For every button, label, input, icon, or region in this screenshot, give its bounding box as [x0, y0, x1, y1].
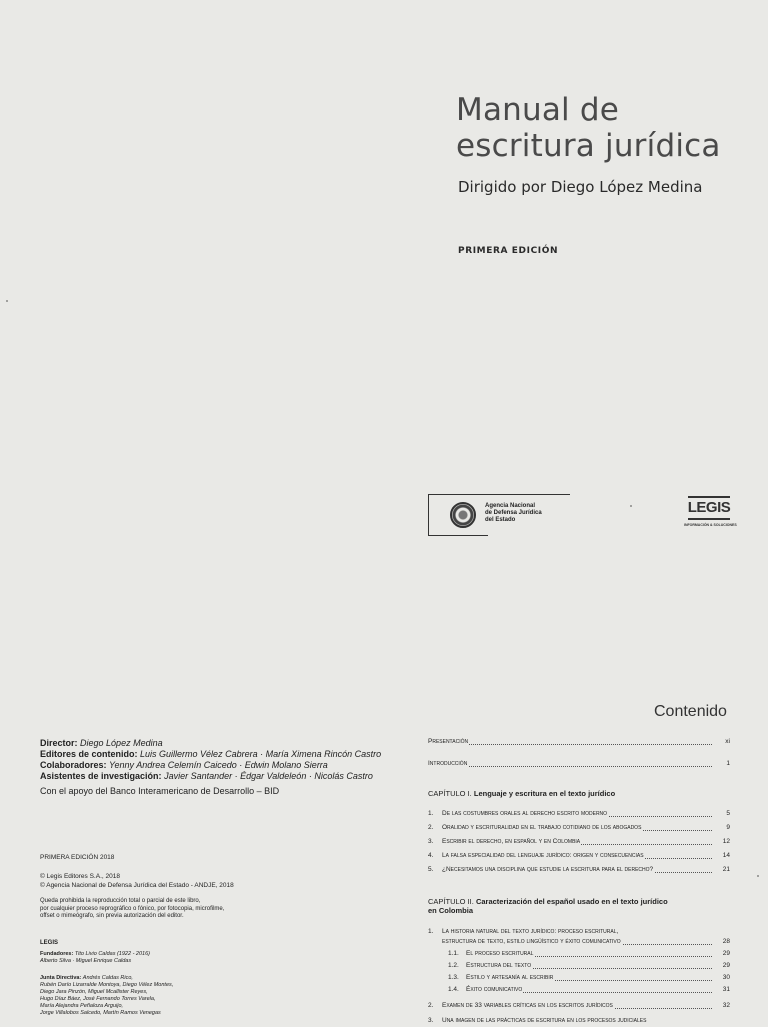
toc-subentry: 1.3. Estilo y artesanía al escribir 30 — [448, 974, 730, 981]
board-line-4: Hugo Díaz Báez, José Fernando Torres Varela, — [40, 996, 156, 1002]
legal-line-3: offset o mimeógrafo, sin previa autorización del editor. — [40, 913, 184, 919]
copyright-line-2: © Agencia Nacional de Defensa Jurídica del Estado - ANDJE, 2018 — [40, 882, 234, 889]
book-title-line-1: Manual de — [456, 92, 620, 128]
board-line-2: Rubén Darío Lizarralde Montoya, Diego Vélez Montes, — [40, 982, 174, 988]
colombia-seal-icon — [450, 502, 476, 528]
credits-block — [40, 738, 380, 782]
toc-entry-label: Presentación — [428, 738, 469, 745]
board-of-directors — [40, 975, 173, 1017]
toc-entry: 2. Examen de 33 variables críticas en los escritos jurídicos 32 — [428, 1002, 730, 1009]
legis-logo — [684, 494, 737, 534]
founders-line-1: Fundadores: Tito Livio Caldas (1922 - 2016) — [40, 951, 151, 957]
legal-notice — [40, 898, 224, 921]
founders-line-2: Alberto Silva · Miguel Enrique Caldas — [40, 958, 132, 964]
andje-text-line-3: del Estado — [485, 517, 516, 523]
toc-entry-introduccion — [428, 760, 740, 770]
toc-entry: 3. Una imagen de las prácticas de escritura en los procesos judiciales — [428, 1017, 647, 1024]
edition-label: PRIMERA EDICIÓN — [458, 246, 559, 256]
andje-text-line-1: Agencia Nacional — [485, 503, 536, 509]
book-subtitle: Dirigido por Diego López Medina — [458, 178, 703, 196]
legis-logo-bar — [688, 518, 730, 520]
toc-entry: 2. Oralidad y escrituralidad en el trabajo cotidiano de los abogados 9 — [428, 824, 730, 831]
support-note: Con el apoyo del Banco Interamericano de Desarrollo – BID — [40, 786, 280, 796]
toc-subentry: 1.4. Éxito comunicativo 31 — [448, 986, 730, 993]
credits-assistants: Asistentes de investigación: Javier Santander · Édgar Valdeleón · Nicolás Castro — [40, 771, 373, 781]
andje-text-line-2: de Defensa Jurídica — [485, 510, 542, 516]
toc-subentry: 1.2. Estructura del texto 29 — [448, 962, 730, 969]
toc-entry-presentacion — [428, 738, 740, 748]
toc-entry-page: xi — [712, 738, 730, 745]
toc-entry: 1. La historia natural del texto jurídico: proceso escritural, — [428, 928, 619, 935]
toc-entry: estructura de texto, estilo lingüístico y éxito comunicativo 28 — [442, 938, 730, 945]
toc-heading: Contenido — [654, 703, 727, 720]
toc-entry: 1. De las costumbres orales al derecho escrito moderno 5 — [428, 810, 730, 817]
legal-line-1: Queda prohibida la reproducción total o parcial de este libro, — [40, 898, 201, 904]
book-title — [456, 92, 721, 164]
board-line-5: María Alejandra Peñaloza Arguijo, — [40, 1003, 124, 1009]
andje-logo — [428, 494, 570, 536]
toc-chapter-2: CAPÍTULO II. Caracterización del español usado en el texto jurídico en Colombia — [428, 897, 668, 915]
book-title-line-2: escritura jurídica — [456, 128, 721, 164]
scan-speck — [6, 300, 8, 302]
publisher-label: LEGIS — [40, 940, 59, 946]
toc-subentry: 1.1. El proceso escritural 29 — [448, 950, 730, 957]
toc-entry: 3. Escribir el derecho, en español y en Colombia 12 — [428, 838, 730, 845]
credits-editors: Editores de contenido: Luis Guillermo Vélez Cabrera · María Ximena Rincón Castro — [40, 749, 382, 759]
andje-logo-text — [485, 503, 542, 524]
credits-director: Director: Diego López Medina — [40, 738, 163, 748]
toc-entry-label: Introducción — [428, 760, 468, 767]
copyright-notice — [40, 872, 234, 890]
credits-collaborators: Colaboradores: Yenny Andrea Celemín Caicedo · Edwin Molano Sierra — [40, 760, 328, 770]
copyright-line-1: © Legis Editores S.A., 2018 — [40, 873, 120, 880]
toc-entry: 5. ¿Necesitamos una disciplina que estudie la escritura para el derecho? 21 — [428, 866, 730, 873]
legis-logo-tagline: INFORMACIÓN & SOLUCIONES — [684, 523, 737, 527]
founders — [40, 951, 150, 965]
first-edition-year: PRIMERA EDICIÓN 2018 — [40, 854, 115, 861]
legis-logo-word: LEGIS — [687, 499, 731, 516]
legal-line-2: por cualquier proceso reprográfico o fónico, por fotocopia, microfilme, — [40, 905, 225, 912]
toc-chapter-1: CAPÍTULO I. Lenguaje y escritura en el texto jurídico — [428, 789, 616, 798]
board-line-1: Junta Directiva: Andrés Caldas Rico, — [40, 975, 133, 981]
scan-speck — [630, 505, 632, 507]
legis-logo-bar — [688, 496, 730, 498]
toc-entry: 4. La falsa especialidad del lenguaje jurídico: origen y consecuencias 14 — [428, 852, 730, 859]
board-line-6: Jorge Villalobos Salcedo, Martín Ramos Venegas — [40, 1010, 161, 1016]
toc-entry-page: 1 — [712, 760, 730, 767]
scan-speck — [757, 875, 759, 877]
board-line-3: Diego Jara Pinzón, Miguel Mcallister Reyes, — [40, 989, 148, 995]
